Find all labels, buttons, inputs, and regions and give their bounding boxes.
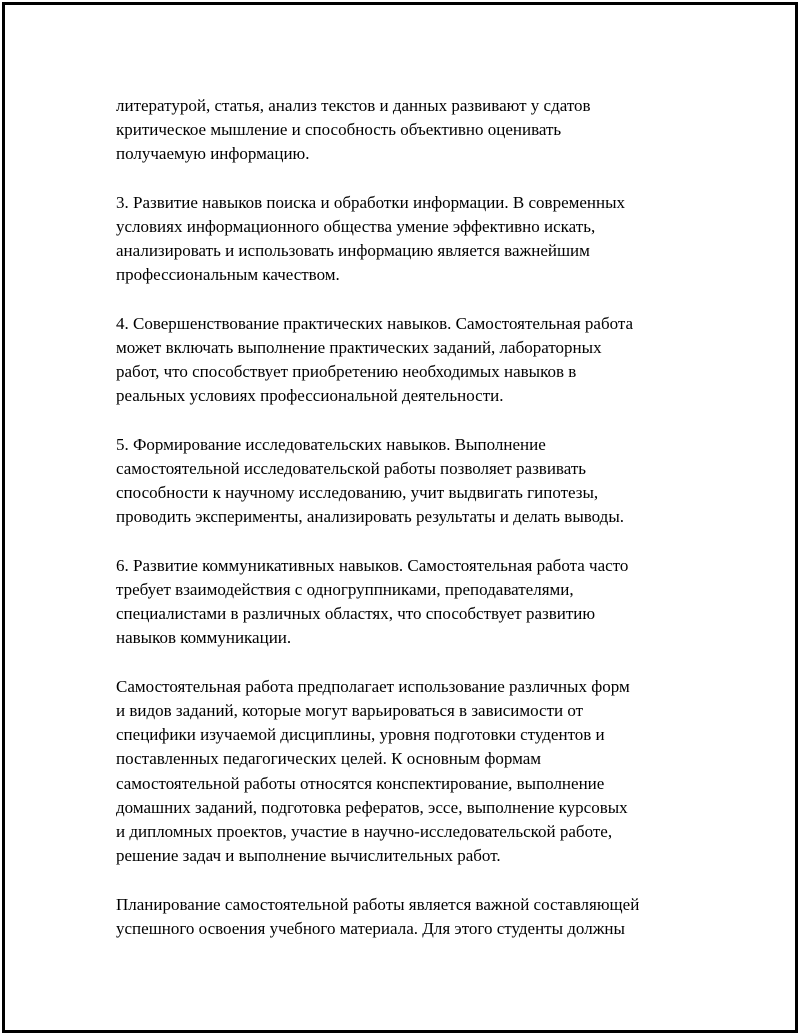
paragraph-information-search: 3. Развитие навыков поиска и обработки информации. В современных условиях информационного общества умение эффективно искать, анализировать и использовать информацию является важнейшим профессиональным качеством.: [116, 192, 626, 285]
paragraph-planning: Планирование самостоятельной работы является важной составляющей успешного освоения учебного материала. Для этого студенты должны: [116, 894, 640, 938]
paragraph-research-skills: 5. Формирование исследовательских навыков. Выполнение самостоятельной исследовательской работы позволяет развивать способности к научному исследованию, учит выдвигать гипотезы, проводить эксперименты, анализировать результаты и делать выводы.: [116, 434, 624, 527]
paragraph-forms-of-work: Самостоятельная работа предполагает использование различных форм и видов заданий, которые могут варьироваться в зависимости от специфики изучаемой дисциплины, уровня подготовки студентов и поставленных педагогических целей. К основным формам самостоятельной работы относятся конспектирование, выполнение домашних заданий, подготовка рефератов, эссе, выполнение курсовых и дипломных проектов, участие в научно-исследовательской работе, решение задач и выполнение вычислительных работ.: [116, 676, 630, 866]
document-body: [116, 94, 696, 965]
paragraph-practical-skills: 4. Совершенствование практических навыков. Самостоятельная работа может включать выполнение практических заданий, лабораторных работ, что способствует приобретению необходимых навыков в реальных условиях профессиональной деятельности.: [116, 313, 634, 406]
paragraph-communication-skills: 6. Развитие коммуникативных навыков. Самостоятельная работа часто требует взаимодействия с одногруппниками, преподавателями, специалистами в различных областях, что способствует развитию навыков коммуникации.: [116, 555, 629, 648]
paragraph-critical-thinking: литературой, статья, анализ текстов и данных развивают у сдатов критическое мышление и способность объективно оценивать получаемую информацию.: [116, 96, 591, 164]
